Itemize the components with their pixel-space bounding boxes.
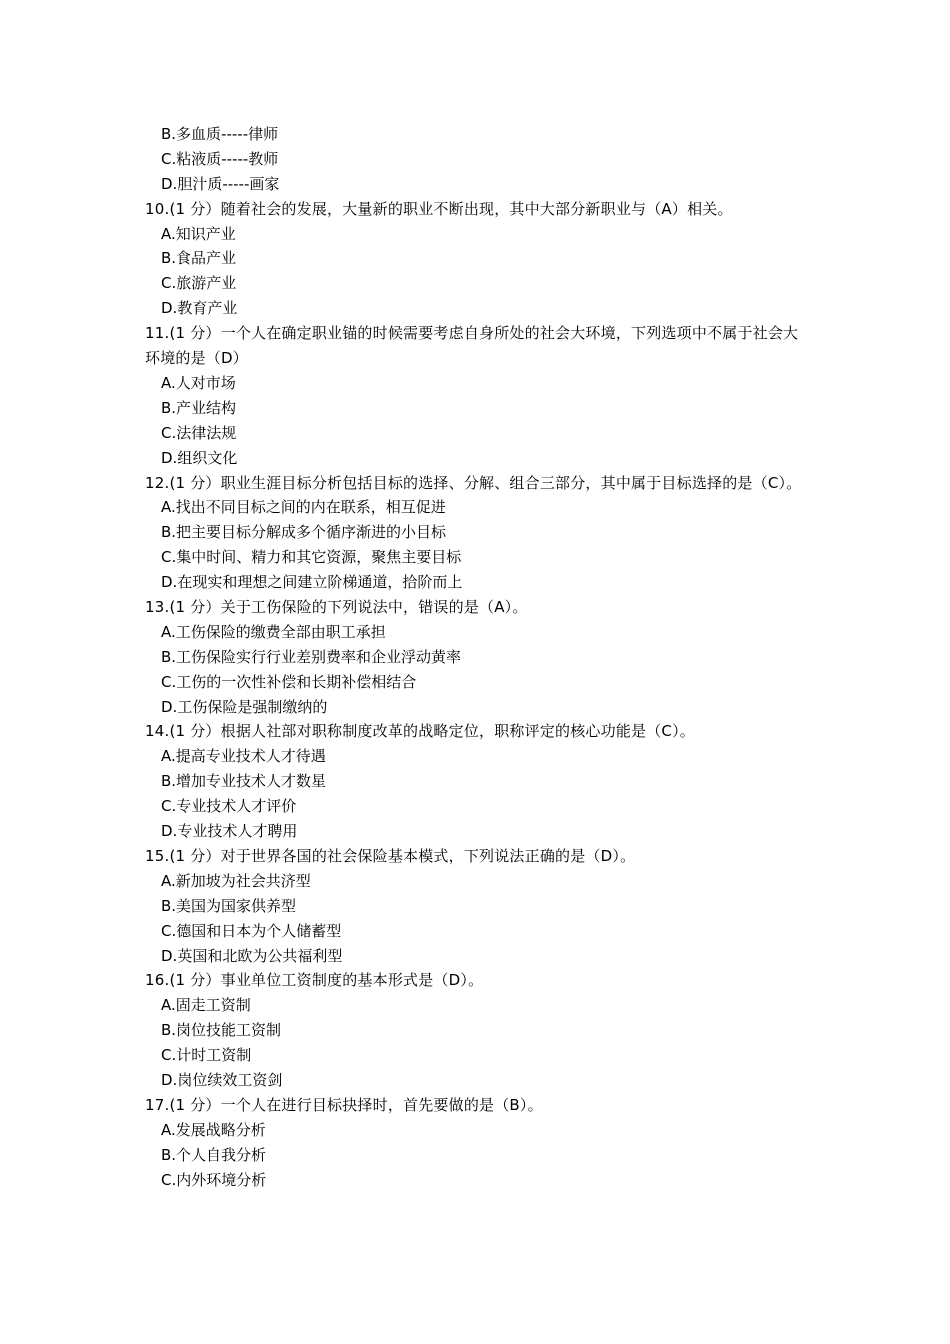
answer-option: B.多血质-----律师 xyxy=(161,125,279,143)
answer-option: C.粘液质-----教师 xyxy=(161,149,279,168)
answer-option: D.专业技术人才聘用 xyxy=(161,822,298,841)
answer-option: D.工伤保险是强制缴纳的 xyxy=(161,697,328,716)
answer-option: C.集中时间、精力和其它资源，聚焦主要目标 xyxy=(161,548,462,567)
answer-option: C.内外环境分析 xyxy=(161,1170,267,1189)
answer-option: A.知识产业 xyxy=(161,224,236,243)
answer-option: C.计时工资制 xyxy=(161,1046,252,1065)
answer-option: D.英国和北欧为公共福利型 xyxy=(161,946,343,965)
answer-option: B.岗位技能工资制 xyxy=(161,1021,282,1040)
answer-option: B.美国为国家供养型 xyxy=(161,896,297,915)
answer-option: D.岗位续效工资剑 xyxy=(161,1070,283,1089)
answer-option: C.德国和日本为个人储蓄型 xyxy=(161,921,342,940)
answer-option: A.人对市场 xyxy=(161,373,236,392)
answer-option: B.把主要目标分解成多个循序渐进的小目标 xyxy=(161,523,447,542)
answer-option: D.胆汁质-----画家 xyxy=(161,174,280,193)
answer-option: C.法律法规 xyxy=(161,423,237,442)
question-text: 15.(1 分）对于世界各国的社会保险基本模式，下列说法正确的是（D）。 xyxy=(145,846,636,865)
answer-option: B.工伤保险实行行业差别费率和企业浮动黄率 xyxy=(161,647,462,666)
question-text: 10.(1 分）随着社会的发展，大量新的职业不断出现，其中大部分新职业与（A）相关。 xyxy=(145,199,733,218)
question-text: 12.(1 分）职业生涯目标分析包括目标的选择、分解、组合三部分，其中属于目标选择的是（C）。 xyxy=(145,473,802,492)
question-text: 13.(1 分）关于工伤保险的下列说法中，错误的是（A）。 xyxy=(145,597,528,616)
answer-option: A.新加坡为社会共济型 xyxy=(161,871,311,890)
answer-option: A.找出不同目标之间的内在联系，相互促进 xyxy=(161,498,446,517)
answer-option: A.提高专业技术人才待遇 xyxy=(161,747,326,766)
answer-option: C.专业技术人才评价 xyxy=(161,797,297,816)
answer-option: B.增加专业技术人才数星 xyxy=(161,772,327,791)
answer-option: B.食品产业 xyxy=(161,249,237,268)
question-text: 14.(1 分）根据人社部对职称制度改革的战略定位，职称评定的核心功能是（C）。 xyxy=(145,722,695,741)
answer-option: B.产业结构 xyxy=(161,398,237,417)
question-text: 11.(1 分）一个人在确定职业锚的时候需要考虑自身所处的社会大环境，下列选项中不属于社会大环境的是（D） xyxy=(145,324,799,368)
document-body xyxy=(145,122,810,1192)
question-text: 17.(1 分）一个人在进行目标抉择时，首先要做的是（B）。 xyxy=(145,1095,543,1114)
answer-option: D.组织文化 xyxy=(161,448,238,467)
answer-option: C.旅游产业 xyxy=(161,274,237,293)
question-text: 16.(1 分）事业单位工资制度的基本形式是（D）。 xyxy=(145,971,484,990)
answer-option: D.教育产业 xyxy=(161,299,238,318)
answer-option: C.工伤的一次性补偿和长期补偿相结合 xyxy=(161,672,417,691)
answer-option: D.在现实和理想之间建立阶梯通道，拾阶而上 xyxy=(161,573,463,592)
answer-option: A.固走工资制 xyxy=(161,996,251,1015)
answer-option: B.个人自我分析 xyxy=(161,1145,267,1164)
answer-option: A.发展战略分析 xyxy=(161,1120,266,1139)
answer-option: A.工伤保险的缴费全部由职工承担 xyxy=(161,622,386,641)
